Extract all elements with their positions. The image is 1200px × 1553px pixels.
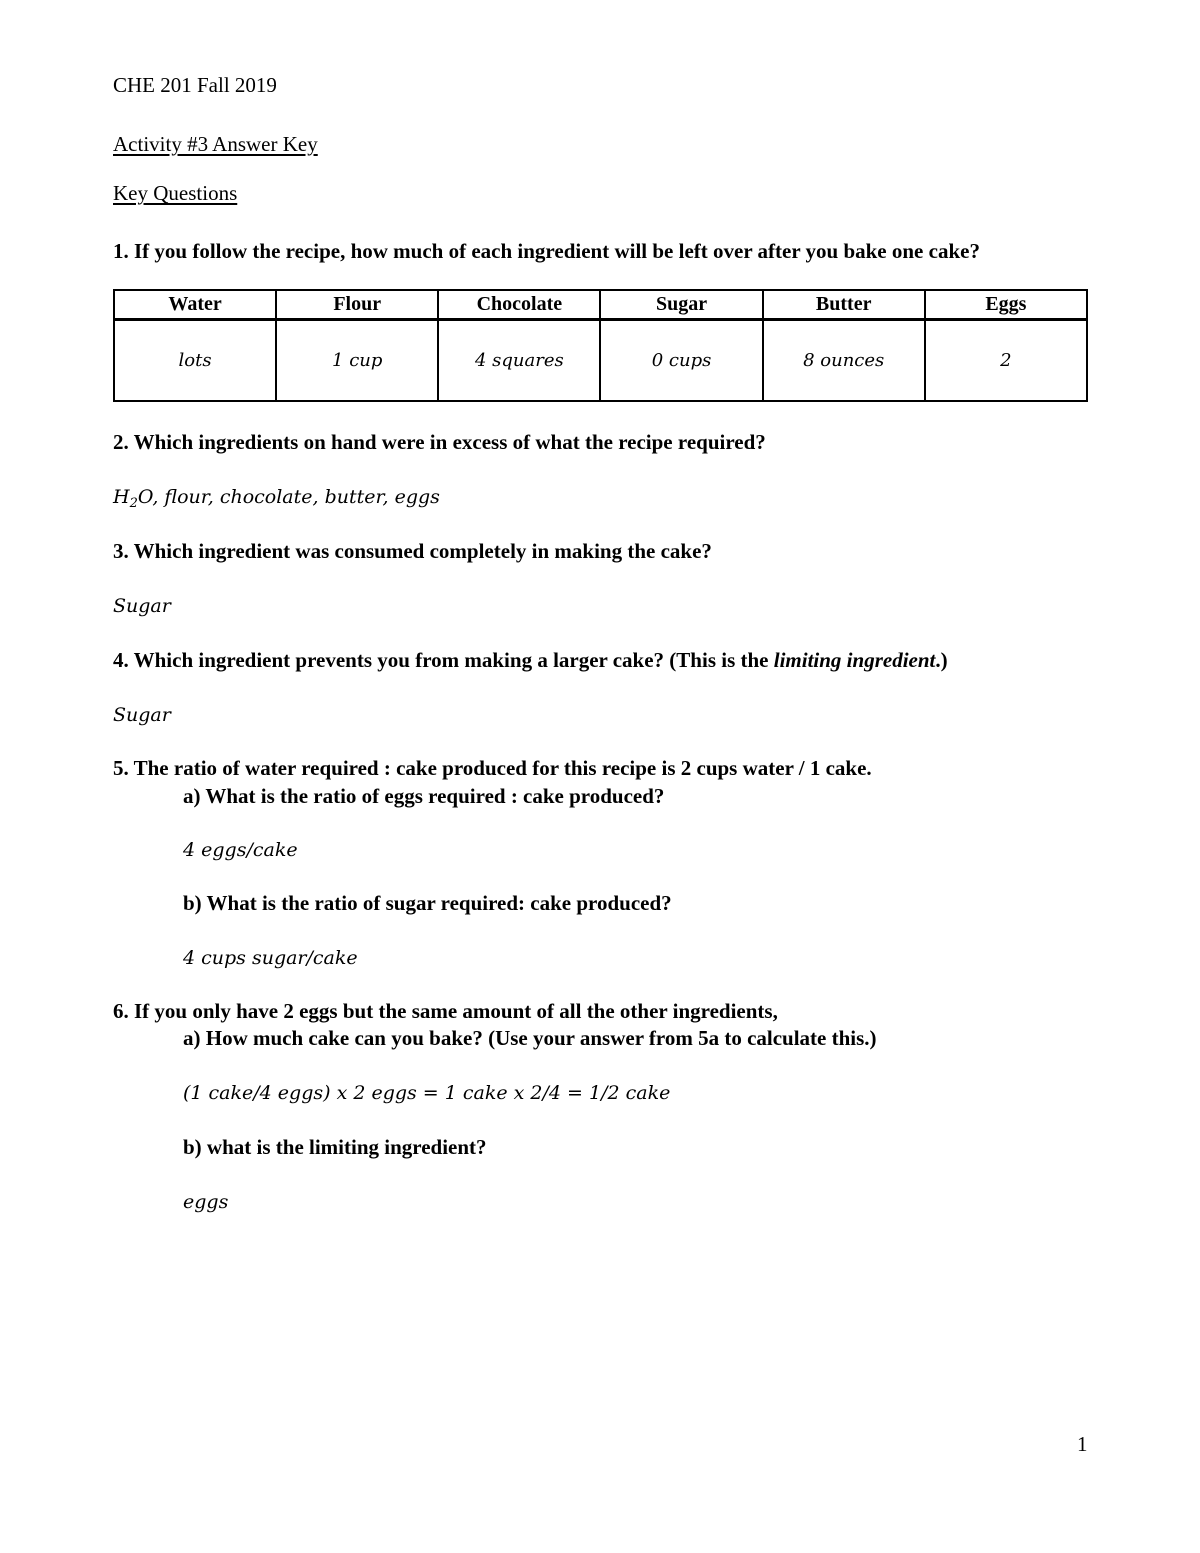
question-5 <box>113 755 872 781</box>
question-1 <box>113 238 980 264</box>
table-cell: 8 ounces <box>763 320 925 402</box>
table-header-cell: Butter <box>763 290 925 320</box>
question-3-number: 3. <box>113 539 129 563</box>
question-2-text: Which ingredients on hand were in excess of what the recipe required? <box>133 430 766 454</box>
answer-2-prefix: H <box>113 486 130 508</box>
section-heading: Key Questions <box>113 181 238 205</box>
question-1-text: If you follow the recipe, how much of each ingredient will be left over after you bake one cake? <box>134 239 980 263</box>
question-5a: a) What is the ratio of eggs required : cake produced? <box>183 784 665 808</box>
question-5-number: 5. <box>113 756 129 780</box>
question-5b: b) What is the ratio of sugar required: cake produced? <box>183 891 672 915</box>
question-3 <box>113 538 712 564</box>
answer-3: Sugar <box>113 595 171 617</box>
question-1-number: 1. <box>113 239 129 263</box>
question-6-text: If you only have 2 eggs but the same amount of all the other ingredients, <box>134 999 778 1023</box>
answer-2 <box>113 484 440 510</box>
question-4-number: 4. <box>113 648 129 672</box>
course-header: CHE 201 Fall 2019 <box>113 73 277 97</box>
answer-2-subscript: 2 <box>129 496 138 511</box>
table-header-cell: Eggs <box>925 290 1087 320</box>
answer-6b: eggs <box>183 1191 229 1213</box>
question-2-number: 2. <box>113 430 129 454</box>
table-header-row <box>114 290 1087 320</box>
answer-5b: 4 cups sugar/cake <box>183 947 358 969</box>
answer-5a: 4 eggs/cake <box>183 839 298 861</box>
question-6a: a) How much cake can you bake? (Use your answer from 5a to calculate this.) <box>183 1026 877 1050</box>
question-3-text: Which ingredient was consumed completely in making the cake? <box>133 539 712 563</box>
table-row <box>114 320 1087 402</box>
question-5-text: The ratio of water required : cake produced for this recipe is 2 cups water / 1 cake. <box>133 756 872 780</box>
question-6b: b) what is the limiting ingredient? <box>183 1135 487 1159</box>
page-number: 1 <box>1077 1432 1088 1456</box>
table-header-cell: Sugar <box>600 290 762 320</box>
question-6 <box>113 998 778 1024</box>
question-4-text: Which ingredient prevents you from making a larger cake? (This is the <box>133 648 774 672</box>
table-header-cell: Chocolate <box>438 290 600 320</box>
answer-4: Sugar <box>113 704 171 726</box>
answer-6a: (1 cake/4 eggs) x 2 eggs = 1 cake x 2/4 = 1/2 cake <box>183 1082 671 1104</box>
table-cell: lots <box>114 320 276 402</box>
question-2 <box>113 429 766 455</box>
question-4-italic-term: limiting ingredient <box>773 648 936 672</box>
question-4-text-end: .) <box>935 648 948 672</box>
question-6-number: 6. <box>113 999 129 1023</box>
table-cell: 2 <box>925 320 1087 402</box>
table-cell: 4 squares <box>438 320 600 402</box>
question-4 <box>113 647 948 673</box>
table-header-cell: Water <box>114 290 276 320</box>
table-cell: 0 cups <box>600 320 762 402</box>
table-header-cell: Flour <box>276 290 438 320</box>
answer-2-rest: O, flour, chocolate, butter, eggs <box>137 486 440 508</box>
leftover-ingredients-table <box>113 289 1088 402</box>
page-title: Activity #3 Answer Key <box>113 132 318 156</box>
table-cell: 1 cup <box>276 320 438 402</box>
